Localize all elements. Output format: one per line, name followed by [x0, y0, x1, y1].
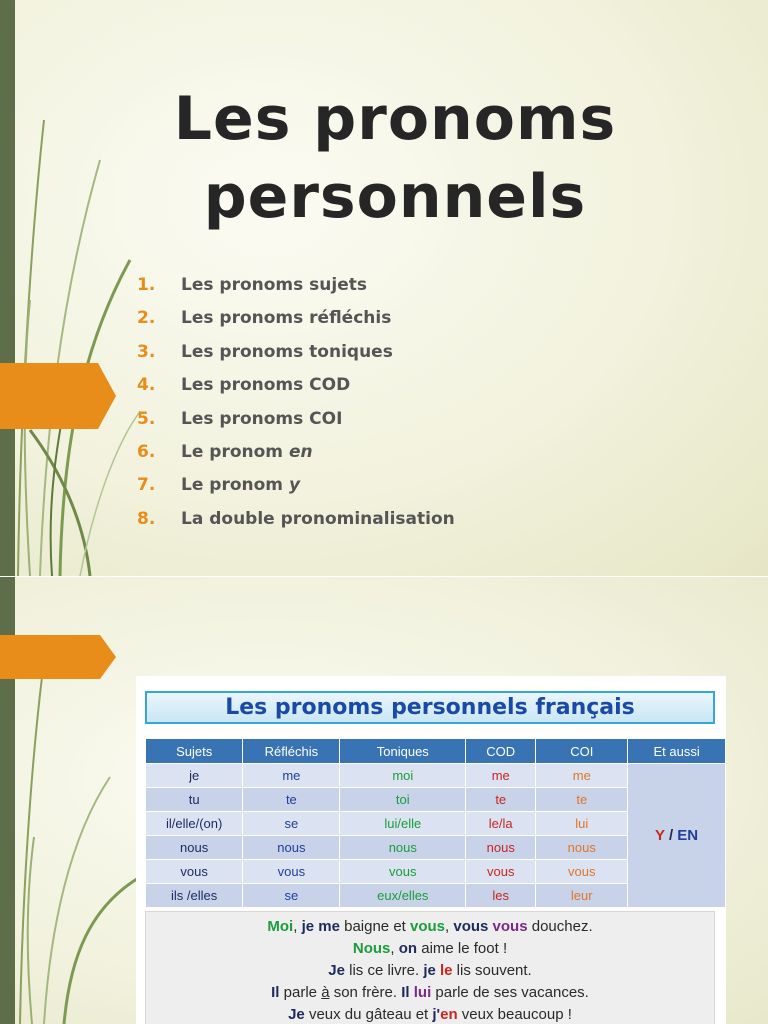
table-cell: me: [536, 764, 628, 788]
table-cell: ils /elles: [146, 884, 243, 908]
table-cell: il/elle/(on): [146, 812, 243, 836]
example-segment: à: [321, 984, 330, 1001]
et-aussi-y: Y: [655, 827, 665, 844]
table-cell: toi: [340, 788, 466, 812]
example-segment: ,: [293, 918, 302, 935]
toc-item-emphasis: en: [288, 441, 313, 462]
slide-title: Les pronoms personnels: [173, 84, 617, 232]
example-segment: je: [301, 918, 315, 935]
toc-item-label: Le pronom: [181, 475, 289, 496]
toc-item: [137, 404, 455, 437]
toc-item-label: Les pronoms COD: [181, 375, 351, 396]
table-header-cell: Sujets: [146, 739, 243, 764]
toc-item: [137, 370, 455, 403]
table-cell: eux/elles: [340, 884, 466, 908]
example-segment: vous: [453, 918, 489, 935]
toc-item-label: Les pronoms toniques: [181, 341, 393, 362]
example-segment: douchez.: [527, 918, 593, 935]
pronouns-table-image: [136, 676, 726, 1024]
toc-item-number: 8.: [137, 508, 156, 529]
table-cell: te: [466, 788, 536, 812]
example-sentence: [146, 982, 714, 1004]
table-cell: vous: [340, 860, 466, 884]
example-segment: Nous: [352, 940, 391, 957]
example-segment: Il: [271, 984, 280, 1001]
toc-item-label: La double pronominalisation: [181, 508, 455, 529]
example-segment: lis ce livre.: [344, 962, 424, 979]
table-cell: les: [466, 884, 536, 908]
table-cell: nous: [466, 836, 536, 860]
example-segment: je: [423, 962, 436, 979]
example-segment: Je: [328, 962, 345, 979]
toc-item-number: 7.: [137, 475, 156, 496]
table-cell: lui: [536, 812, 628, 836]
toc-item-emphasis: y: [288, 475, 301, 496]
example-segment: ,: [390, 940, 399, 957]
table-header-cell: COI: [536, 739, 628, 764]
table-cell: nous: [146, 836, 243, 860]
example-segment: Moi: [267, 918, 294, 935]
table-cell: vous: [536, 860, 628, 884]
example-segment: j': [432, 1006, 441, 1023]
example-segment: aime le foot !: [417, 940, 508, 957]
et-aussi-sep: /: [664, 827, 678, 844]
example-segment: Il: [401, 984, 410, 1001]
example-segment: ,: [445, 918, 454, 935]
example-segment: Je: [288, 1006, 305, 1023]
table-cell: tu: [146, 788, 243, 812]
et-aussi-cell: [628, 764, 726, 908]
example-segment: le: [440, 962, 453, 979]
toc-item-label: Les pronoms réfléchis: [181, 308, 392, 329]
table-cell: vous: [243, 860, 340, 884]
example-segment: parle: [279, 984, 322, 1001]
table-cell: moi: [340, 764, 466, 788]
example-sentence: [146, 916, 714, 938]
toc-item-label: Les pronoms sujets: [181, 275, 367, 295]
table-cell: te: [536, 788, 628, 812]
toc-item-number: 1.: [137, 275, 156, 295]
orange-arrow-marker: [0, 635, 116, 679]
orange-arrow-marker: [0, 363, 116, 429]
et-aussi-en: EN: [677, 827, 699, 844]
table-cell: me: [466, 764, 536, 788]
table-cell: je: [146, 764, 243, 788]
toc-item: [137, 337, 455, 370]
example-segment: parle de ses vacances.: [431, 984, 589, 1001]
example-sentence: [146, 1004, 714, 1024]
table-cell: te: [243, 788, 340, 812]
table-header-cell: COD: [466, 739, 536, 764]
table-cell: le/la: [466, 812, 536, 836]
toc-item: [137, 270, 455, 303]
example-segment: vous: [492, 918, 528, 935]
table-cell: nous: [340, 836, 466, 860]
toc-item: [137, 470, 455, 503]
example-segment: lui: [413, 984, 432, 1001]
table-cell: vous: [466, 860, 536, 884]
toc-item: [137, 303, 455, 336]
toc-item: [137, 504, 455, 537]
toc-item-label: Le pronom: [181, 441, 289, 462]
table-header-cell: Réfléchis: [243, 739, 340, 764]
example-segment: en: [440, 1006, 458, 1023]
example-segment: vous: [410, 918, 446, 935]
toc-item-number: 3.: [137, 341, 156, 362]
table-of-contents: [137, 270, 455, 537]
table-cell: leur: [536, 884, 628, 908]
example-segment: veux beaucoup !: [457, 1006, 572, 1023]
table-cell: nous: [243, 836, 340, 860]
toc-item-number: 4.: [137, 375, 156, 396]
example-segment: lis souvent.: [452, 962, 532, 979]
table-cell: vous: [146, 860, 243, 884]
toc-item-number: 2.: [137, 308, 156, 329]
example-sentence: [146, 960, 714, 982]
pronouns-table: [145, 738, 726, 908]
example-segment: me: [318, 918, 340, 935]
table-cell: lui/elle: [340, 812, 466, 836]
toc-item: [137, 437, 455, 470]
example-segment: veux du gâteau et: [304, 1006, 433, 1023]
example-segment: on: [398, 940, 418, 957]
toc-item-number: 5.: [137, 408, 156, 429]
examples-box: [145, 911, 715, 1024]
example-sentence: [146, 938, 714, 960]
table-cell: se: [243, 884, 340, 908]
table-header-cell: Toniques: [340, 739, 466, 764]
image-title: Les pronoms personnels français: [145, 691, 715, 724]
toc-item-label: Les pronoms COI: [181, 408, 343, 429]
table-row: [146, 764, 726, 788]
example-segment: baigne et: [339, 918, 410, 935]
table-cell: me: [243, 764, 340, 788]
table-cell: se: [243, 812, 340, 836]
table-cell: nous: [536, 836, 628, 860]
table-header-cell: Et aussi: [628, 739, 726, 764]
toc-item-number: 6.: [137, 441, 156, 462]
example-segment: son frère.: [329, 984, 402, 1001]
